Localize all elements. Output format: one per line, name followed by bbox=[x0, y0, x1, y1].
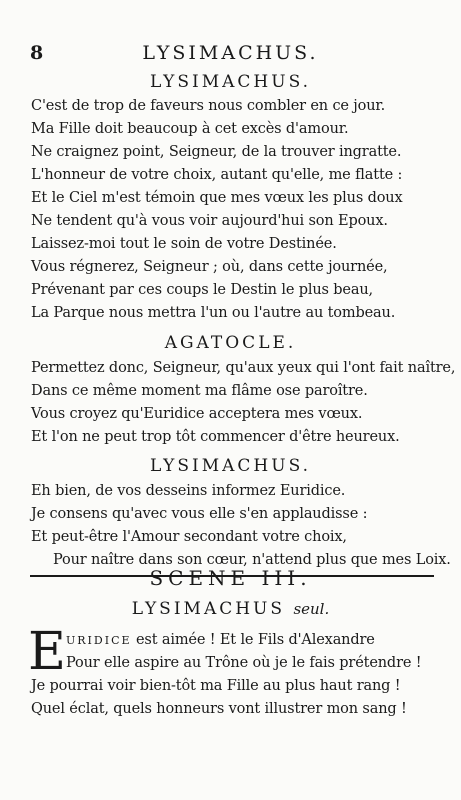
verse-line: Vous croyez qu'Euridice acceptera mes vœux. bbox=[31, 406, 363, 422]
verse-line: Pour naître dans son cœur, n'attend plus que mes Loix. bbox=[53, 552, 451, 568]
verse-line: C'est de trop de faveurs nous combler en ce jour. bbox=[31, 98, 386, 114]
page-number: 8 bbox=[30, 42, 44, 64]
verse-line: Permettez donc, Seigneur, qu'aux yeux qui l'ont fait naître, bbox=[31, 360, 456, 376]
verse-line: Eh bien, de vos desseins informez Euridice. bbox=[31, 483, 346, 499]
verse-line: Je consens qu'avec vous elle s'en applaudisse : bbox=[31, 506, 368, 522]
verse-line: Vous régnerez, Seigneur ; où, dans cette journée, bbox=[31, 259, 388, 275]
verse-line: Et l'on ne peut trop tôt commencer d'être heureux. bbox=[31, 429, 400, 445]
verse-line: Laissez-moi tout le soin de votre Destinée. bbox=[31, 236, 337, 252]
verse-line: L'honneur de votre choix, autant qu'elle, me flatte : bbox=[31, 167, 403, 183]
speaker-name: AGATOCLE. bbox=[164, 333, 297, 353]
speaker-name: LYSIMACHUS. bbox=[149, 72, 312, 92]
stage-direction: seul. bbox=[293, 600, 330, 618]
verse-line: Dans ce même moment ma flâme ose paroître. bbox=[31, 383, 368, 399]
verse-line: Quel éclat, quels honneurs vont illustrer mon sang ! bbox=[31, 701, 407, 717]
scene-title: SCENE III. bbox=[149, 566, 312, 590]
running-head: LYSIMACHUS. bbox=[142, 42, 319, 64]
verse-line: Ne craignez point, Seigneur, de la trouver ingratte. bbox=[31, 144, 402, 160]
scene-speaker-name: LYSIMACHUS bbox=[131, 599, 286, 619]
verse-line: Ne tendent qu'à vous voir aujourd'hui son Epoux. bbox=[31, 213, 388, 229]
verse-line: Et le Ciel m'est témoin que mes vœux les plus doux bbox=[31, 190, 403, 206]
verse-line: Je pourrai voir bien-tôt ma Fille au plus haut rang ! bbox=[31, 678, 401, 694]
verse-line: Et peut-être l'Amour secondant votre choix, bbox=[31, 529, 347, 545]
verse-line: Pour elle aspire au Trône où je le fais prétendre ! bbox=[66, 655, 422, 671]
drop-cap: E bbox=[28, 622, 66, 682]
speaker-name: LYSIMACHUS. bbox=[149, 456, 312, 476]
verse-line bbox=[66, 632, 375, 648]
page-header bbox=[0, 42, 461, 64]
verse-line: Prévenant par ces coups le Destin le plus beau, bbox=[31, 282, 373, 298]
verse-line: Ma Fille doit beaucoup à cet excès d'amour. bbox=[31, 121, 349, 137]
first-line-tail: est aimée ! Et le Fils d'Alexandre bbox=[131, 632, 375, 648]
first-word-rest: URIDICE bbox=[66, 634, 132, 647]
scene-speaker bbox=[0, 599, 461, 619]
verse-line: La Parque nous mettra l'un ou l'autre au tombeau. bbox=[31, 305, 396, 321]
